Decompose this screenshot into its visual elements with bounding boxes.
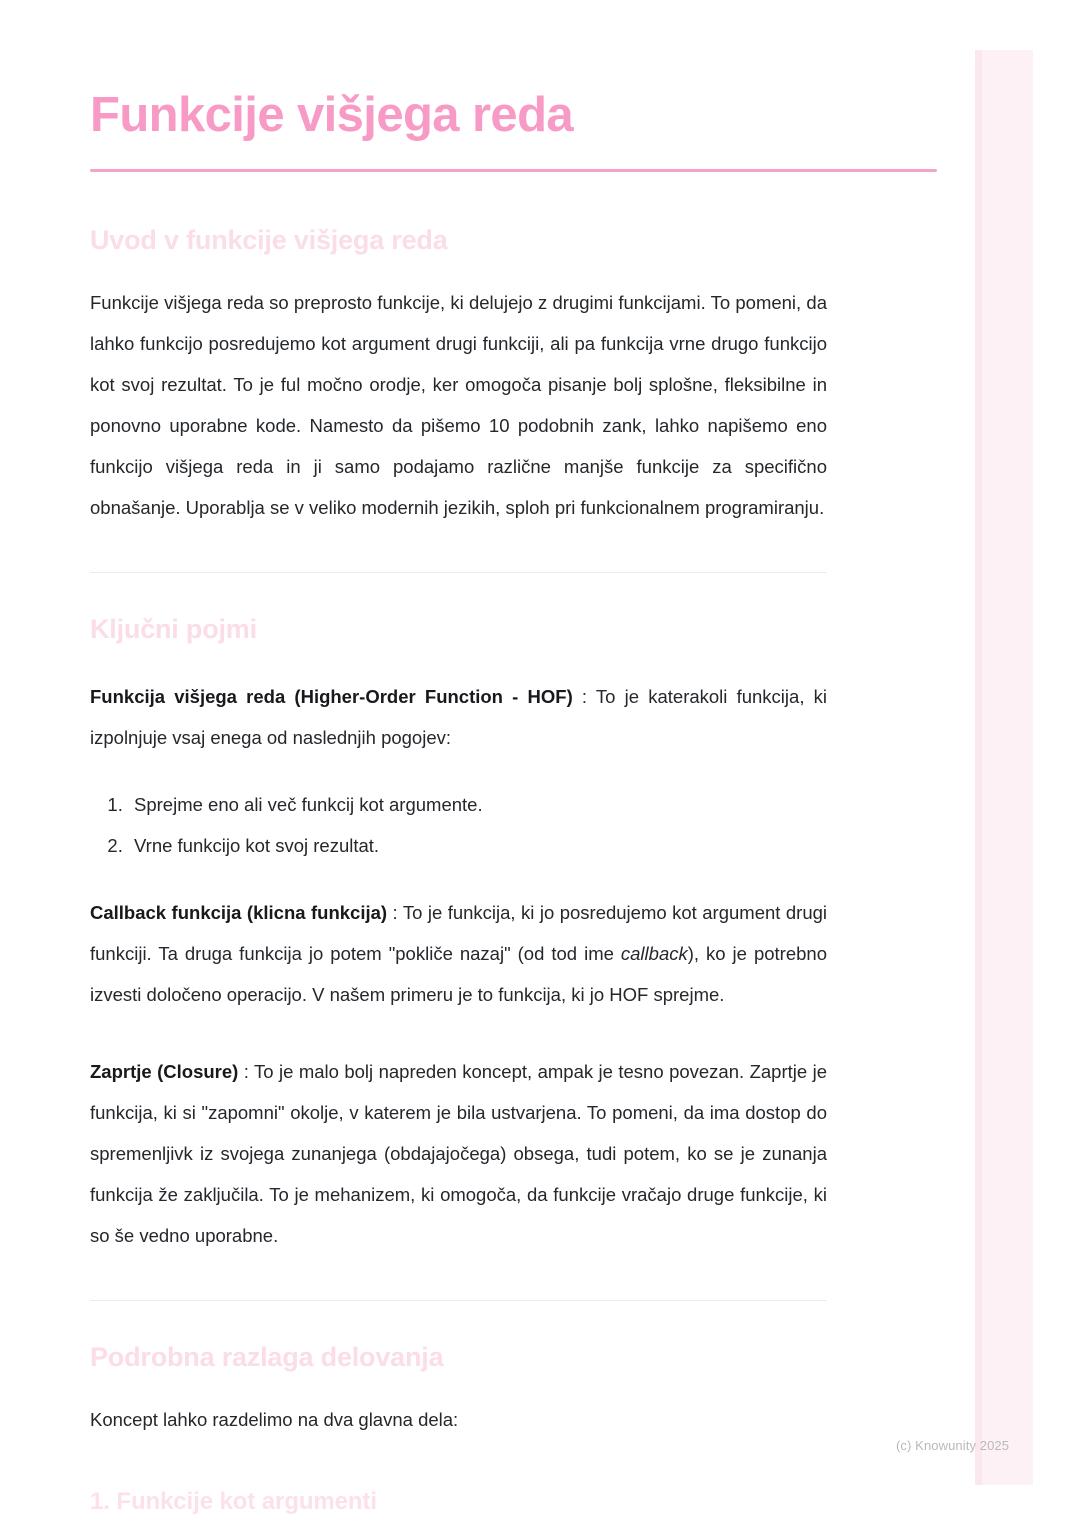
colon-glyph: : [581,685,588,707]
document-content [90,88,827,1517]
intro-paragraph: Funkcije višjega reda so preprosto funkcije, ki delujejo z drugimi funkcijami. To pomeni, da lahko funkcijo posredujemo kot argument drugi funkciji, ali pa funkcija vrne drugo funkcijo kot svoj rezultat. To je ful močno orodje, ker omogoča pisanje bolj splošne, fleksibilne in ponovno uporabne kode. Namesto da pišemo 10 podobnih zank, lahko napišemo eno funkcijo višjega reda in ji samo podajamo različne manjše funkcije za specifično obnašanje. Uporablja se v veliko modernih jezikih, sploh pri funkcionalnem programiranju. [90,292,827,519]
section-heading-detailed: Podrobna razlaga delovanja [90,1341,444,1372]
term-paragraph-hof [90,676,827,758]
section-heading-key-terms: Ključni pojmi [90,614,257,645]
list-item: 1. Sprejme eno ali več funkcij kot argumente. [128,784,827,825]
term-label-hof: Funkcija višjega reda (Higher-Order Function - HOF) [90,685,573,707]
page-title: Funkcije višjega reda [90,88,574,142]
term-label-closure: Zaprtje (Closure) [90,1060,239,1082]
section-heading-intro: Uvod v funkcije višjega reda [90,224,448,255]
detailed-paragraph: Koncept lahko razdelimo na dva glavna dela: [90,1409,459,1431]
term-paragraph-closure [90,1051,827,1256]
colon-glyph: : [243,1060,249,1082]
term-definition-closure: To je malo bolj napreden koncept, ampak je tesno povezan. Zaprtje je funkcija, ki si "zapomni" okolje, v katerem je bila ustvarjena. To pomeni, da ima dostop do spremenljivk iz svojega zunanjega (obdajajočega) obsega, tudi potem, ko se je zunanja funkcija že zaključila. To je mehanizem, ki omogoča, da funkcije vračajo druge funkcije, ki so še vedno uporabne. [90,1060,828,1246]
footer-copyright: (c) Knowunity 2025 [896,1438,1010,1453]
term-definition-callback-part1: To je funkcija, ki jo posredujemo kot argument drugi funkciji. Ta druga funkcija jo potem "pokliče nazaj" (od tod ime [90,901,828,964]
term-separator-closure [238,1061,254,1082]
colon-glyph: : [392,901,398,923]
term-definition-hof: To je katerakoli funkcija, ki izpolnjuje vsaj enega od naslednjih pogojev: [90,685,828,748]
term-paragraph-callback [90,892,827,1015]
term-separator-callback [387,902,403,923]
subheading-functions-as-arguments: 1. Funkcije kot argumenti [90,1488,377,1516]
title-underline-rule [90,169,937,172]
term-label-callback: Callback funkcija (klicna funkcija) [90,901,388,923]
term-emphasis-callback: callback [620,942,688,964]
list-item: 2. Vrne funkcijo kot svoj rezultat. [128,825,827,866]
term-definition-callback-part2: ), ko je potrebno izvesti določeno operacijo. V našem primeru je to funkcija, ki jo HOF sprejme. [90,942,827,1005]
hof-conditions-list [90,784,827,866]
term-separator-hof [573,686,596,707]
